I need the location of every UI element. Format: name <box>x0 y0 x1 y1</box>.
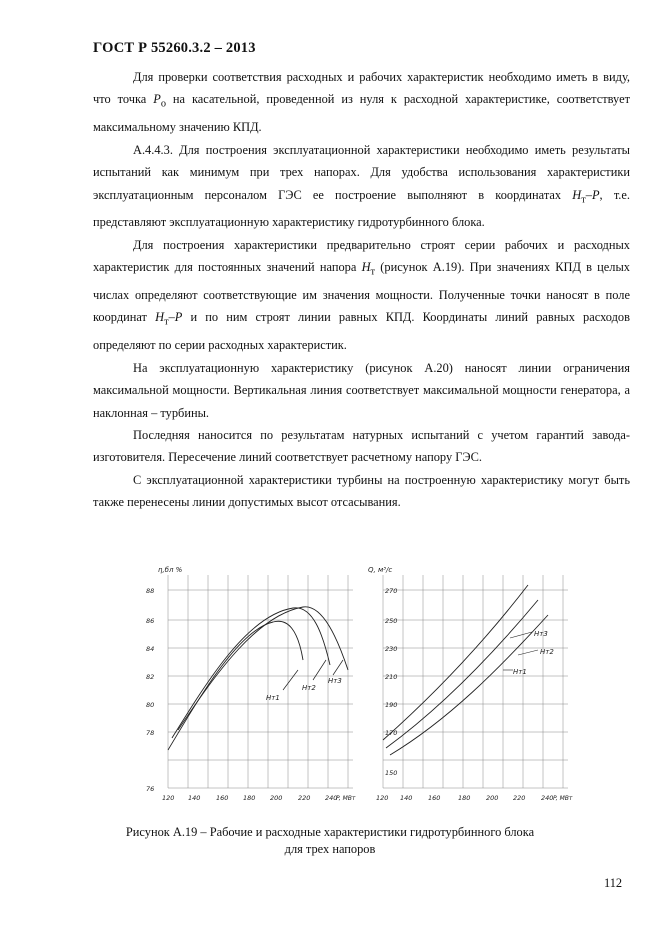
left-y-tick: 80 <box>146 701 155 709</box>
document-header: ГОСТ Р 55260.3.2 – 2013 <box>93 40 256 56</box>
paragraph-3: Для построения характеристики предварительно строят серии рабочих и расходных характеристик для постоянных значений напора $H_т$ (рисунок А.19). При значениях КПД в целых числах определяют соответствующие им значения мощности. Полученные точки наносят в поле координат $H_т-P$ и по ним строят линии равных КПД. Координаты линий равных расходов определяют по серии расходных характеристик. <box>93 237 631 353</box>
left-x-tick: 120 <box>162 794 175 802</box>
left-x-tick: 220 <box>298 794 311 802</box>
right-panel <box>383 575 568 788</box>
left-y-tick: 76 <box>146 785 155 793</box>
left-y-label: η,бл % <box>158 566 183 574</box>
right-x-tick: 240 <box>541 794 554 802</box>
left-y-tick: 82 <box>146 673 155 681</box>
left-curve-label: Hт1 <box>266 694 280 702</box>
right-x-tick: 140 <box>400 794 413 802</box>
figure-a19 <box>138 560 578 805</box>
right-y-tick: 150 <box>385 769 398 777</box>
right-y-tick: 250 <box>385 617 398 625</box>
paragraph-2: А.4.4.3. Для построения эксплуатационной характеристики необходимо иметь результаты испытаний как минимум при трех напорах. Для удобства использования характеристики эксплуатационным персоналом ГЭС ее построение выполняют в координатах $H_т-P$, т.е. представляют эксплуатационную характеристику гидротурбинного блока. <box>93 142 630 230</box>
left-x-tick: 180 <box>243 794 256 802</box>
left-y-tick: 78 <box>146 729 155 737</box>
left-x-tick: 160 <box>216 794 229 802</box>
right-x-tick: 180 <box>458 794 471 802</box>
paragraph-6: С эксплуатационной характеристики турбины на построенную характеристику могут быть также перенесены линии допустимых высот отсасывания. <box>93 472 630 510</box>
left-curve-label: Hт2 <box>302 684 316 692</box>
right-x-tick: 200 <box>486 794 499 802</box>
figure-caption: Рисунок А.19 – Рабочие и расходные характеристики гидротурбинного блока для трех напоров <box>125 825 535 856</box>
paragraph-4: На эксплуатационную характеристику (рисунок А.20) наносят линии ограничения максимальной мощности. Вертикальная линия соответствует максимальной мощности генератора, а наклонная – турбины. <box>93 360 630 420</box>
paragraph-1: Для проверки соответствия расходных и рабочих характеристик необходимо иметь в виду, что точка $P_о$ на касательной, проведенной из нуля к расходной характеристике, соответствует максимальному значению КПД. <box>93 70 630 135</box>
right-y-tick: 190 <box>385 701 398 709</box>
left-curve-label: Hт3 <box>328 677 342 685</box>
right-y-tick: 230 <box>385 645 398 653</box>
right-curve-label: Hт1 <box>513 668 527 676</box>
paragraph-5: Последняя наносится по результатам натурных испытаний с учетом гарантий завода-изготовителя. Пересечение линий соответствует расчетному напору ГЭС. <box>93 427 630 465</box>
page-number: 112 <box>604 876 623 890</box>
figure-graphic <box>138 560 578 805</box>
right-y-tick: 270 <box>385 587 398 595</box>
left-x-tick: 140 <box>188 794 201 802</box>
right-x-tick: 160 <box>428 794 441 802</box>
left-x-unit: P, МВт <box>336 795 356 802</box>
right-curve-label: Hт3 <box>534 630 548 638</box>
right-y-tick: 210 <box>385 673 398 681</box>
right-curve-label: Hт2 <box>540 648 554 656</box>
left-y-tick: 88 <box>146 587 155 595</box>
right-y-tick: 170 <box>385 729 398 737</box>
left-panel <box>168 575 353 788</box>
left-y-tick: 86 <box>146 617 155 625</box>
right-x-tick: 120 <box>376 794 389 802</box>
body-text <box>93 66 630 514</box>
right-x-unit: P, МВт <box>553 795 573 802</box>
right-x-tick: 220 <box>513 794 526 802</box>
right-y-label: Q, м³/с <box>368 566 393 574</box>
left-x-tick: 200 <box>270 794 283 802</box>
left-x-tick: 240 <box>325 794 338 802</box>
left-y-tick: 84 <box>146 645 155 653</box>
